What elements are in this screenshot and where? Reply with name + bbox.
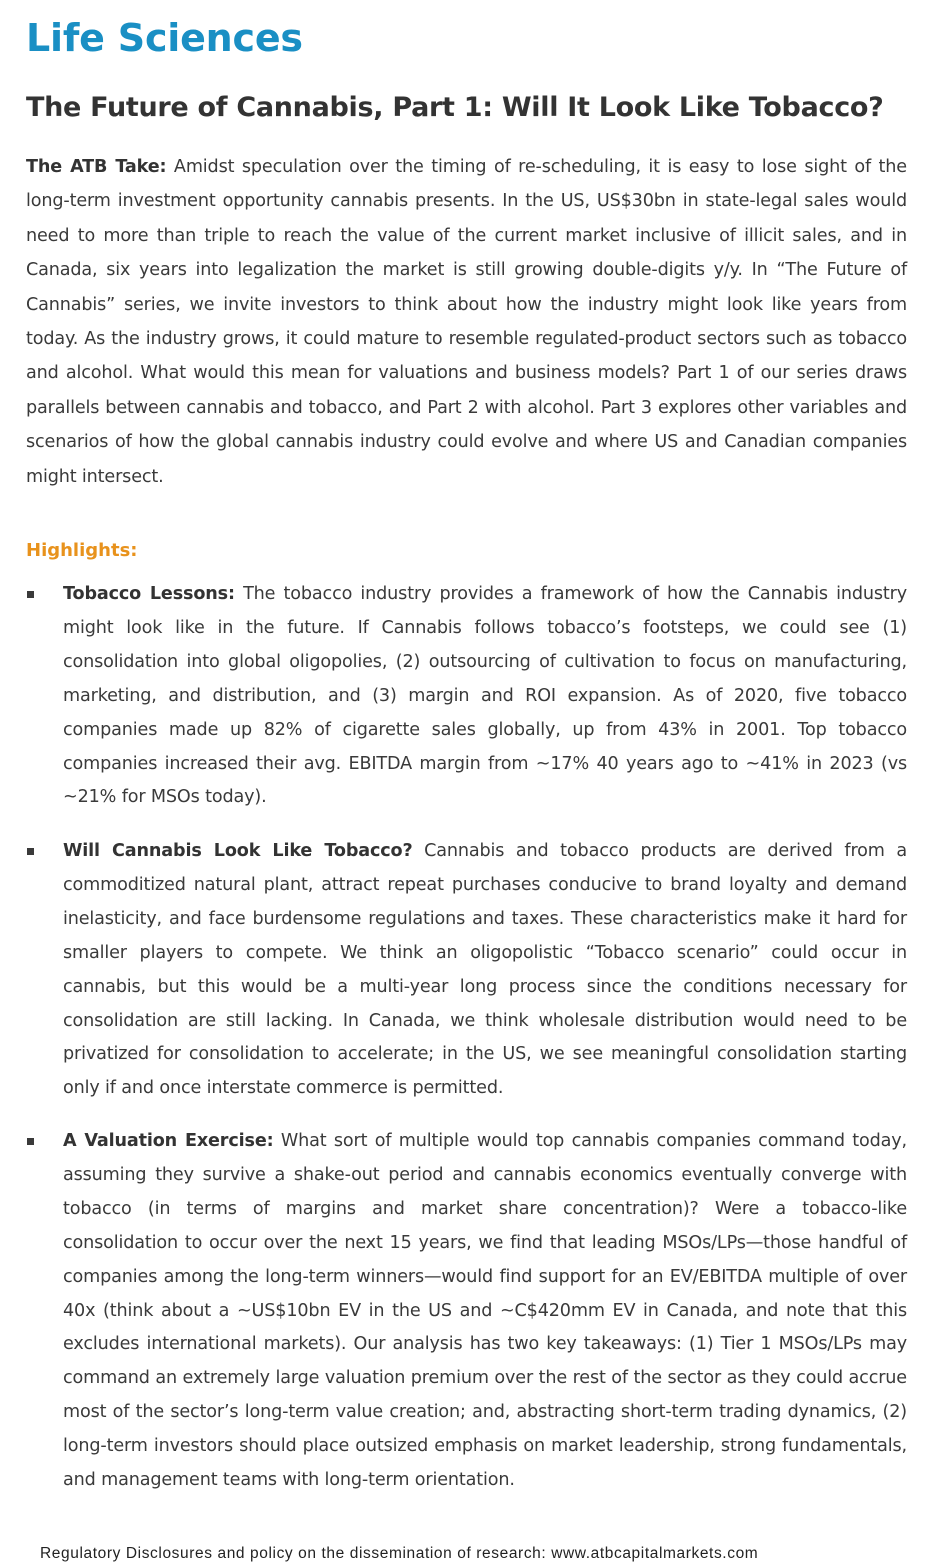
report-title: The Future of Cannabis, Part 1: Will It Look Like Tobacco?	[26, 92, 884, 123]
atb-take-paragraph	[26, 150, 907, 494]
highlight-text: The tobacco industry provides a framework of how the Cannabis industry might look like in the future. If Cannabis follows tobacco’s footsteps, we could see (1) consolidation into global oligopolies, (2) outsourcing of cultivation to focus on manufacturing, marketing, and distribution, and (3) margin and ROI expansion. As of 2020, five tobacco companies made up 82% of cigarette sales globally, up from 43% in 2001. Top tobacco companies increased their avg. EBITDA margin from ~17% 40 years ago to ~41% in 2023 (vs ~21% for MSOs today).	[63, 584, 907, 808]
highlight-item-valuation-exercise	[63, 1125, 907, 1498]
regulatory-disclosures-footer: Regulatory Disclosures and policy on the dissemination of research: www.atbcapitalmarkets.com	[40, 1545, 759, 1562]
highlight-item-tobacco-lessons	[63, 578, 907, 815]
highlight-label: Tobacco Lessons:	[63, 584, 235, 604]
bullet-marker	[27, 848, 34, 855]
atb-take-text: Amidst speculation over the timing of re-scheduling, it is easy to lose sight of the long-term investment opportunity cannabis presents. In the US, US$30bn in state-legal sales would need to more than triple to reach the value of the current market inclusive of illicit sales, and in Canada, six years into legalization the market is still growing double-digits y/y. In “The Future of Cannabis” series, we invite investors to think about how the industry might look like years from today. As the industry grows, it could mature to resemble regulated-product sectors such as tobacco and alcohol. What would this mean for valuations and business models? Part 1 of our series draws parallels between cannabis and tobacco, and Part 2 with alcohol. Part 3 explores other variables and scenarios of how the global cannabis industry could evolve and where US and Canadian companies might intersect.	[26, 157, 907, 487]
highlights-heading: Highlights:	[26, 540, 138, 561]
highlight-text: Cannabis and tobacco products are derived from a commoditized natural plant, attract repeat purchases conducive to brand loyalty and demand inelasticity, and face burdensome regulations and taxes. These characteristics make it hard for smaller players to compete. We think an oligopolistic “Tobacco scenario” could occur in cannabis, but this would be a multi-year long process since the conditions necessary for consolidation are still lacking. In Canada, we think wholesale distribution would need to be privatized for consolidation to accelerate; in the US, we see meaningful consolidation starting only if and once interstate commerce is permitted.	[63, 841, 907, 1099]
highlight-item-look-like-tobacco	[63, 835, 907, 1106]
highlight-text: What sort of multiple would top cannabis companies command today, assuming they survive a shake-out period and cannabis economics eventually converge with tobacco (in terms of margins and market share concentration)? Were a tobacco-like consolidation to occur over the next 15 years, we find that leading MSOs/LPs—those handful of companies among the long-term winners—would find support for an EV/EBITDA multiple of over 40x (think about a ~US$10bn EV in the US and ~C$420mm EV in Canada, and note that this excludes international markets). Our analysis has two key takeaways: (1) Tier 1 MSOs/LPs may command an extremely large valuation premium over the rest of the sector as they could accrue most of the sector’s long-term value creation; and, abstracting short-term trading dynamics, (2) long-term investors should place outsized emphasis on market leadership, strong fundamentals, and management teams with long-term orientation.	[63, 1131, 907, 1491]
section-title: Life Sciences	[26, 16, 303, 60]
bullet-marker	[27, 591, 34, 598]
highlight-label: A Valuation Exercise:	[63, 1131, 274, 1151]
highlight-label: Will Cannabis Look Like Tobacco?	[63, 841, 413, 861]
atb-take-label: The ATB Take:	[26, 157, 167, 177]
bullet-marker	[27, 1138, 34, 1145]
